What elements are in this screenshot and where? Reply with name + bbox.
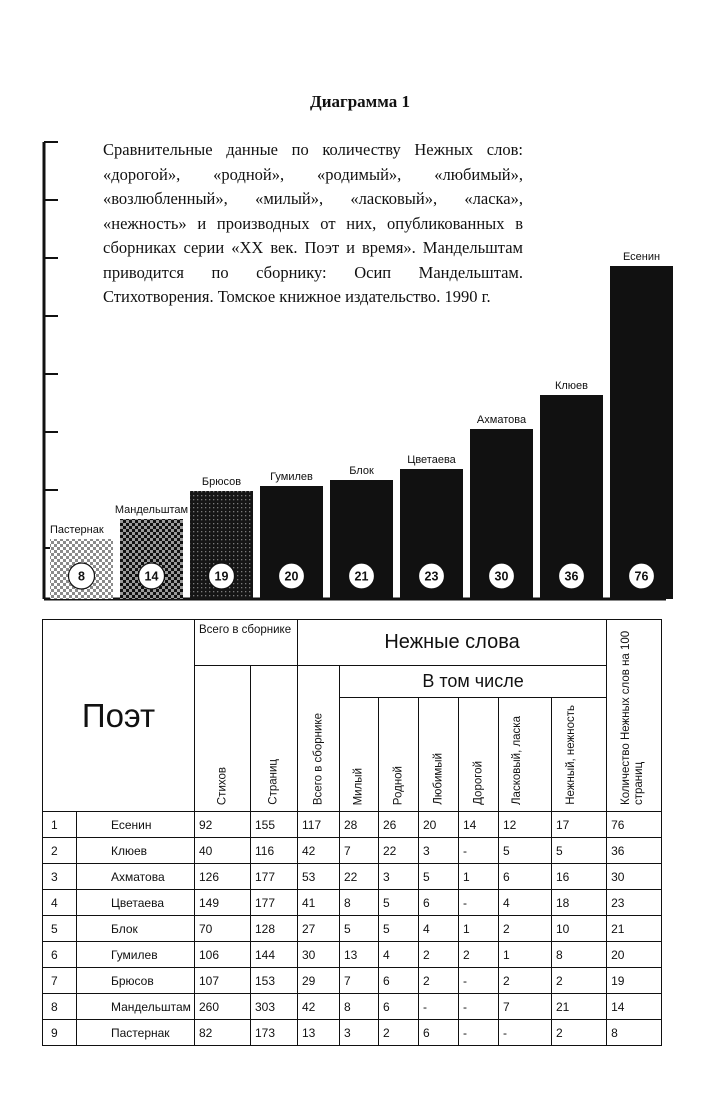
table-cell: 14 (607, 994, 662, 1020)
bar-value-label: 21 (354, 569, 369, 584)
table-cell: 6 (419, 1020, 459, 1046)
bar-value-label: 23 (424, 569, 439, 584)
row-number-cell: 5 (43, 916, 77, 942)
table-cell: 177 (251, 864, 298, 890)
poet-name-cell: Гумилев (77, 942, 195, 968)
bar-category-label: Мандельштам (114, 504, 189, 516)
table-cell: 1 (499, 942, 552, 968)
table-cell: - (459, 994, 499, 1020)
table-cell: 116 (251, 838, 298, 864)
word-header: Родной (379, 698, 419, 812)
table-cell: 2 (552, 1020, 607, 1046)
table-cell: 173 (251, 1020, 298, 1046)
poet-name-cell: Ахматова (77, 864, 195, 890)
table-cell: 27 (298, 916, 340, 942)
table-cell: 2 (379, 1020, 419, 1046)
table-cell: 2 (499, 916, 552, 942)
row-number-cell: 3 (43, 864, 77, 890)
bar-category-label: Пастернак (50, 524, 104, 536)
table-cell: 8 (552, 942, 607, 968)
table-cell: 19 (607, 968, 662, 994)
table-cell: 41 (298, 890, 340, 916)
table-cell: 82 (195, 1020, 251, 1046)
table-cell: 126 (195, 864, 251, 890)
table-cell: 3 (340, 1020, 379, 1046)
table-cell: 107 (195, 968, 251, 994)
table-cell: 149 (195, 890, 251, 916)
table-cell: 6 (499, 864, 552, 890)
table-cell: 128 (251, 916, 298, 942)
including-header: В том числе (340, 666, 607, 698)
table-cell: 29 (298, 968, 340, 994)
table-cell: 30 (298, 942, 340, 968)
table-cell: 42 (298, 994, 340, 1020)
table-cell: 13 (340, 942, 379, 968)
pages-header: Страниц (251, 666, 298, 812)
row-number-cell: 1 (43, 812, 77, 838)
row-number-cell: 2 (43, 838, 77, 864)
table-cell: 23 (607, 890, 662, 916)
table-cell: 6 (379, 994, 419, 1020)
table-cell: 106 (195, 942, 251, 968)
poet-name-cell: Цветаева (77, 890, 195, 916)
row-number-cell: 6 (43, 942, 77, 968)
poet-name-cell: Пастернак (77, 1020, 195, 1046)
row-number-cell: 8 (43, 994, 77, 1020)
table-cell: 7 (340, 968, 379, 994)
table-cell: 177 (251, 890, 298, 916)
table-cell: 153 (251, 968, 298, 994)
table-row (43, 968, 662, 994)
bar-category-label: Цветаева (407, 454, 456, 466)
table-cell: 2 (552, 968, 607, 994)
table-cell: 5 (419, 864, 459, 890)
poets-table (42, 619, 662, 1046)
table-cell: 42 (298, 838, 340, 864)
table-cell: 21 (607, 916, 662, 942)
table-cell: 3 (419, 838, 459, 864)
poet-name-cell: Есенин (77, 812, 195, 838)
table-cell: 8 (340, 890, 379, 916)
bar-category-label: Брюсов (201, 476, 242, 488)
table-cell: 5 (340, 916, 379, 942)
table-cell: 7 (340, 838, 379, 864)
tender-words-header: Нежные слова (298, 620, 607, 666)
table-cell: 2 (459, 942, 499, 968)
row-number-cell: 7 (43, 968, 77, 994)
poet-name-cell: Мандельштам (77, 994, 195, 1020)
table-cell: 10 (552, 916, 607, 942)
word-header: Милый (340, 698, 379, 812)
table-cell: 53 (298, 864, 340, 890)
table-cell: 5 (552, 838, 607, 864)
bar-value-label: 14 (144, 569, 159, 584)
bar-category-label: Клюев (554, 380, 589, 392)
word-header: Ласковый, ласка (499, 698, 552, 812)
table-cell: 14 (459, 812, 499, 838)
poet-name-cell: Блок (77, 916, 195, 942)
bar-value-label: 76 (634, 569, 649, 584)
table-cell: 70 (195, 916, 251, 942)
table-cell: 2 (499, 968, 552, 994)
table-cell: 8 (607, 1020, 662, 1046)
poet-header: Поэт (43, 620, 195, 812)
word-header: Нежный, нежность (552, 698, 607, 812)
word-header: Любимый (419, 698, 459, 812)
total-in-collection-header: Всего в сборнике (298, 666, 340, 812)
table-cell: 1 (459, 916, 499, 942)
chart-caption: Сравнительные данные по количеству Нежных слов: «дорогой», «родной», «родимый», «любимый», «возлюбленный», «милый», «ласковый», «ласка», «нежность» и производных от них, опубликованных в сборниках серии «XX век. Поэт и время». Мандельштам приводится по сборнику: Осип Мандельштам. Стихотворения. Томское книжное издательство. 1990 г. (103, 140, 523, 306)
table-cell: - (459, 968, 499, 994)
table-cell: 28 (340, 812, 379, 838)
table-cell: 6 (419, 890, 459, 916)
per100-header: Количество Нежных слов на 100 страниц (607, 620, 662, 812)
table-cell: - (459, 1020, 499, 1046)
table-cell: - (459, 838, 499, 864)
table-row (43, 1020, 662, 1046)
table-cell: 92 (195, 812, 251, 838)
bar-category-label: Ахматова (476, 414, 527, 426)
bar (610, 266, 673, 599)
table-cell: - (419, 994, 459, 1020)
table-cell: 2 (419, 968, 459, 994)
table-cell: 4 (419, 916, 459, 942)
table-cell: 117 (298, 812, 340, 838)
table-cell: 4 (499, 890, 552, 916)
table-cell: 16 (552, 864, 607, 890)
table-row (43, 838, 662, 864)
table-cell: 4 (379, 942, 419, 968)
table-cell: 8 (340, 994, 379, 1020)
table-cell: 18 (552, 890, 607, 916)
table-cell: 30 (607, 864, 662, 890)
table-cell: 3 (379, 864, 419, 890)
table-cell: 22 (340, 864, 379, 890)
table-cell: 155 (251, 812, 298, 838)
bar-value-label: 20 (284, 569, 299, 584)
poet-name-cell: Клюев (77, 838, 195, 864)
table-cell: 13 (298, 1020, 340, 1046)
bar-value-label: 8 (78, 569, 85, 584)
total-group-header: Всего в сборнике (195, 620, 298, 666)
table-cell: - (499, 1020, 552, 1046)
table-cell: 40 (195, 838, 251, 864)
row-number-cell: 4 (43, 890, 77, 916)
table-cell: 76 (607, 812, 662, 838)
table-cell: 144 (251, 942, 298, 968)
bar-category-label: Блок (349, 465, 374, 477)
table-row (43, 916, 662, 942)
table-cell: 5 (379, 916, 419, 942)
bar-category-label: Есенин (622, 251, 661, 263)
bar-value-label: 36 (564, 569, 579, 584)
table-cell: 260 (195, 994, 251, 1020)
table-row (43, 890, 662, 916)
table-cell: 5 (499, 838, 552, 864)
table-row (43, 812, 662, 838)
bar-category-label: Гумилев (270, 471, 313, 483)
word-header: Дорогой (459, 698, 499, 812)
table-row (43, 994, 662, 1020)
table-cell: 6 (379, 968, 419, 994)
table-cell: 2 (419, 942, 459, 968)
table-cell: 12 (499, 812, 552, 838)
table-cell: 36 (607, 838, 662, 864)
table-cell: 5 (379, 890, 419, 916)
table-cell: - (459, 890, 499, 916)
table-cell: 17 (552, 812, 607, 838)
table-cell: 20 (607, 942, 662, 968)
poems-header: Стихов (195, 666, 251, 812)
table-cell: 20 (419, 812, 459, 838)
table-row (43, 942, 662, 968)
row-number-cell: 9 (43, 1020, 77, 1046)
bar-value-label: 19 (214, 569, 229, 584)
table-cell: 26 (379, 812, 419, 838)
table-cell: 22 (379, 838, 419, 864)
table-cell: 21 (552, 994, 607, 1020)
document-title: Диаграмма 1 (310, 92, 410, 111)
table-cell: 303 (251, 994, 298, 1020)
bar-value-label: 30 (494, 569, 509, 584)
table-cell: 1 (459, 864, 499, 890)
table-cell: 7 (499, 994, 552, 1020)
table-row (43, 864, 662, 890)
poet-name-cell: Брюсов (77, 968, 195, 994)
